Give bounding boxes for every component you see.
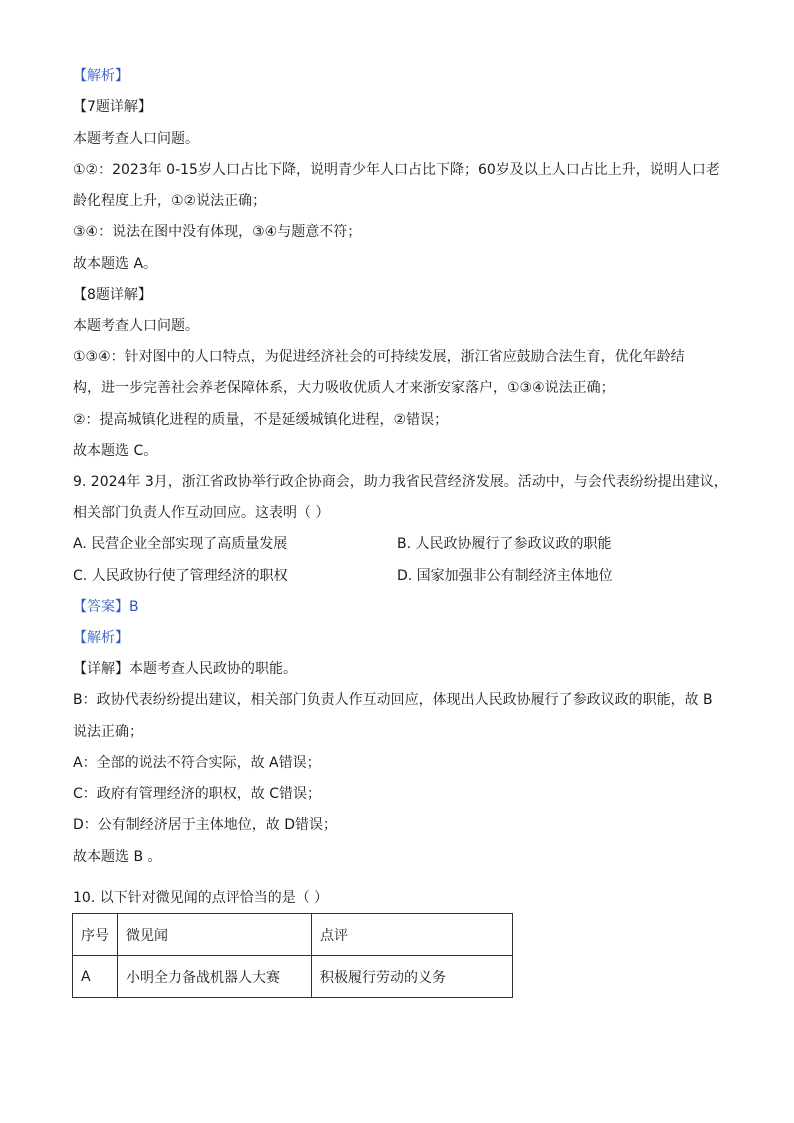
q8-heading: 【8题详解】 (73, 287, 152, 303)
q9-answer-label: 【答案】B (73, 599, 139, 615)
q10-table (72, 913, 513, 998)
q8-explanation-line-1: ①③④：针对图中的人口特点，为促进经济社会的可持续发展，浙江省应鼓励合法生育，优化年龄结 (73, 349, 685, 365)
q8-answer: 故本题选 C。 (73, 443, 158, 459)
q9-final-answer: 故本题选 B 。 (73, 849, 162, 865)
table-cell: 小明全力备战机器人大赛 (118, 956, 312, 998)
q10-stem: 10. 以下针对微见闻的点评恰当的是（ ） (73, 890, 329, 906)
q7-explanation-line-2: 龄化程度上升，①②说法正确； (73, 193, 267, 209)
q9-b-explanation-line-2: 说法正确； (73, 724, 143, 740)
analysis-heading: 【解析】 (73, 68, 129, 84)
q7-answer: 故本题选 A。 (73, 256, 158, 272)
table-cell: A (73, 956, 118, 998)
table-header-cell: 微见闻 (118, 914, 312, 956)
q7-explanation-line-1: ①②：2023年 0-15岁人口占比下降，说明青少年人口占比下降；60岁及以上人口占比上升，说明人口老 (73, 162, 720, 178)
q9-option-d: D. 国家加强非公有制经济主体地位 (397, 568, 613, 584)
q8-explanation-line-3: ②：提高城镇化进程的质量，不是延缓城镇化进程，②错误； (73, 412, 449, 428)
q9-option-c: C. 人民政协行使了管理经济的职权 (73, 568, 288, 584)
table-header-cell: 序号 (73, 914, 118, 956)
table-header-cell: 点评 (312, 914, 513, 956)
q7-heading: 【7题详解】 (73, 99, 152, 115)
table-row (73, 956, 513, 998)
q8-explanation-line-2: 构，进一步完善社会养老保障体系，大力吸收优质人才来浙安家落户，①③④说法正确； (73, 380, 615, 396)
q8-topic: 本题考查人口问题。 (73, 318, 199, 334)
q9-option-a: A. 民营企业全部实现了高质量发展 (73, 536, 288, 552)
q9-a-explanation: A：全部的说法不符合实际，故 A错误； (73, 755, 321, 771)
q9-analysis-heading: 【解析】 (73, 630, 129, 646)
table-cell: 积极履行劳动的义务 (312, 956, 513, 998)
q9-c-explanation: C：政府有管理经济的职权，故 C错误； (73, 786, 321, 802)
q9-option-b: B. 人民政协履行了参政议政的职能 (397, 536, 612, 552)
q7-topic: 本题考查人口问题。 (73, 131, 199, 147)
q9-b-explanation-line-1: B：政协代表纷纷提出建议，相关部门负责人作互动回应，体现出人民政协履行了参政议政的职能，故 B (73, 692, 713, 708)
table-header-row (73, 914, 513, 956)
q9-detail-line: 【详解】本题考查人民政协的职能。 (73, 661, 297, 677)
q9-stem-line-2: 相关部门负责人作互动回应。这表明（ ） (73, 505, 330, 521)
q9-d-explanation: D：公有制经济居于主体地位，故 D错误； (73, 817, 338, 833)
q7-explanation-line-3: ③④：说法在图中没有体现，③④与题意不符； (73, 224, 362, 240)
q9-stem-line-1: 9. 2024年 3月，浙江省政协举行政企协商会，助力我省民营经济发展。活动中，与会代表纷纷提出建议， (73, 474, 728, 490)
